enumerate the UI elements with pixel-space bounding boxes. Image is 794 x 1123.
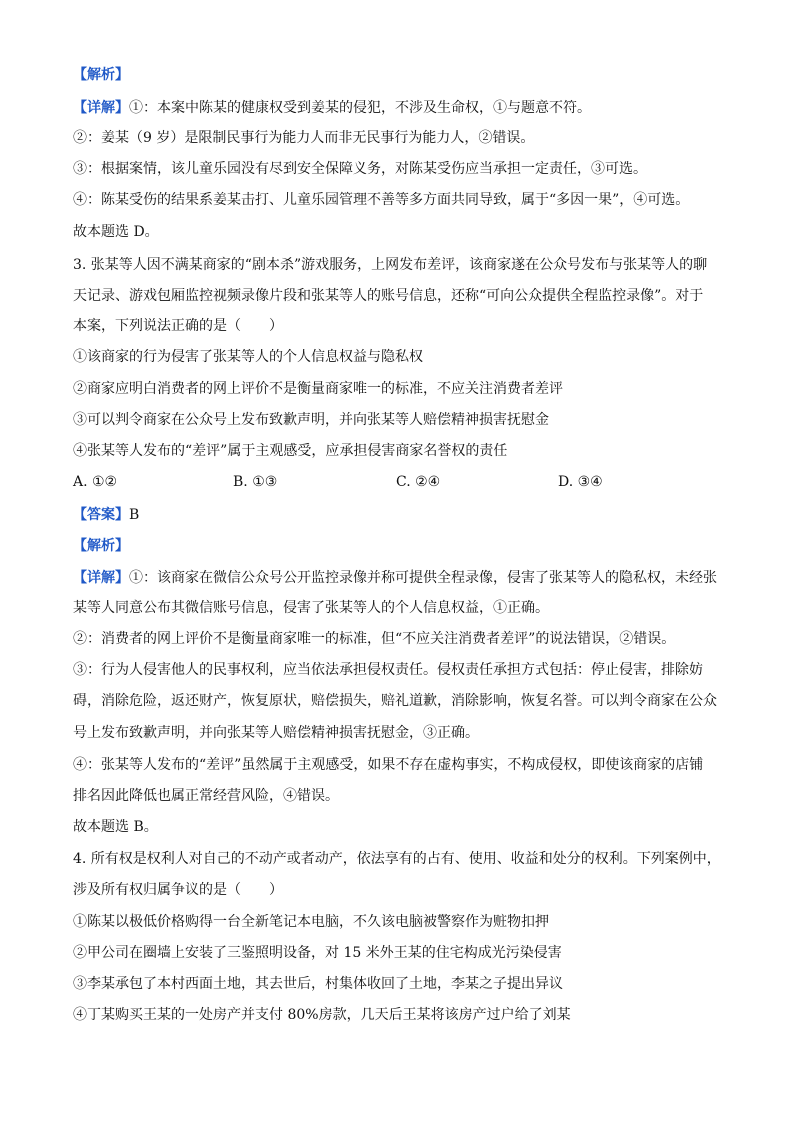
- analysis-heading: [73, 536, 733, 556]
- detail-line: ③：根据案情，该儿童乐园没有尽到安全保障义务，对陈某受伤应当承担一定责任，③可选。: [73, 161, 647, 177]
- detail-line: 某等人同意公布其微信账号信息，侵害了张某等人的个人信息权益，①正确。: [73, 600, 549, 616]
- question-item: ①该商家的行为侵害了张某等人的个人信息权益与隐私权: [73, 349, 423, 365]
- detail-line: [73, 568, 733, 588]
- detail-line: 碍，消除危险，返还财产，恢复原状，赔偿损失，赔礼道歉，消除影响，恢复名誉。可以判令商家在公众: [73, 693, 717, 709]
- analysis-tag: 【解析】: [73, 67, 129, 83]
- detail-line: ④：陈某受伤的结果系姜某击打、儿童乐园管理不善等多方面共同导致，属于“多因一果”，④可选。: [73, 192, 690, 208]
- answer-value: B: [129, 507, 140, 523]
- question-stem-line: 涉及所有权归属争议的是（ ）: [73, 882, 283, 898]
- detail-text: ①：本案中陈某的健康权受到姜某的侵犯，不涉及生命权，①与题意不符。: [129, 100, 591, 116]
- analysis-tag: 【解析】: [73, 538, 129, 554]
- question-item: ②商家应明白消费者的网上评价不是衡量商家唯一的标准，不应关注消费者差评: [73, 381, 563, 397]
- detail-line: 排名因此降低也属正常经营风险，④错误。: [73, 788, 339, 804]
- answer-line: [73, 505, 733, 525]
- conclusion-line: 故本题选 B。: [73, 819, 158, 835]
- analysis-heading: [73, 65, 733, 85]
- option-a: A. ①②: [73, 474, 118, 490]
- detail-line: ③：行为人侵害他人的民事权利，应当依法承担侵权责任。侵权责任承担方式包括：停止侵害，排除妨: [73, 662, 703, 678]
- detail-tag: 【详解】: [73, 100, 129, 116]
- detail-line: ②：姜某（9 岁）是限制民事行为能力人而非无民事行为能力人，②错误。: [73, 130, 535, 146]
- answer-tag: 【答案】: [73, 507, 129, 523]
- question-item: ③李某承包了本村西面土地，其去世后，村集体收回了土地，李某之子提出异议: [73, 976, 563, 992]
- option-b: B. ①③: [233, 474, 278, 490]
- conclusion-line: 故本题选 D。: [73, 224, 159, 240]
- question-item: ④丁某购买王某的一处房产并支付 80%房款，几天后王某将该房产过户给了刘某: [73, 1007, 571, 1023]
- option-d: D. ③④: [558, 474, 603, 490]
- question-item: ②甲公司在圈墙上安装了三鉴照明设备，对 15 米外王某的住宅构成光污染侵害: [73, 945, 562, 961]
- option-c: C. ②④: [396, 474, 441, 490]
- question-stem-line: 3. 张某等人因不满某商家的“剧本杀”游戏服务，上网发布差评，该商家遂在公众号发布与张某等人的聊: [73, 257, 708, 273]
- question-stem-line: 本案，下列说法正确的是（ ）: [73, 318, 283, 334]
- detail-line: ④：张某等人发布的“差评”虽然属于主观感受，如果不存在虚构事实，不构成侵权，即使该商家的店铺: [73, 757, 704, 773]
- question-stem-line: 4. 所有权是权利人对自己的不动产或者动产，依法享有的占有、使用、收益和处分的权利。下列案例中，: [73, 851, 721, 867]
- question-stem-line: 天记录、游戏包厢监控视频录像片段和张某等人的账号信息，还称“可向公众提供全程监控录像”。对于: [73, 288, 704, 304]
- detail-tag: 【详解】: [73, 570, 129, 586]
- detail-line: [73, 98, 733, 118]
- question-item: ①陈某以极低价格购得一台全新笔记本电脑，不久该电脑被警察作为赃物扣押: [73, 914, 549, 930]
- detail-line: ②：消费者的网上评价不是衡量商家唯一的标准，但“不应关注消费者差评”的说法错误，②错误。: [73, 631, 676, 647]
- question-item: ④张某等人发布的“差评”属于主观感受，应承担侵害商家名誉权的责任: [73, 443, 508, 459]
- detail-line: 号上发布致歉声明，并向张某等人赔偿精神损害抚慰金，③正确。: [73, 725, 479, 741]
- detail-text: ①：该商家在微信公众号公开监控录像并称可提供全程录像，侵害了张某等人的隐私权，未经张: [129, 570, 717, 586]
- question-item: ③可以判令商家在公众号上发布致歉声明，并向张某等人赔偿精神损害抚慰金: [73, 412, 549, 428]
